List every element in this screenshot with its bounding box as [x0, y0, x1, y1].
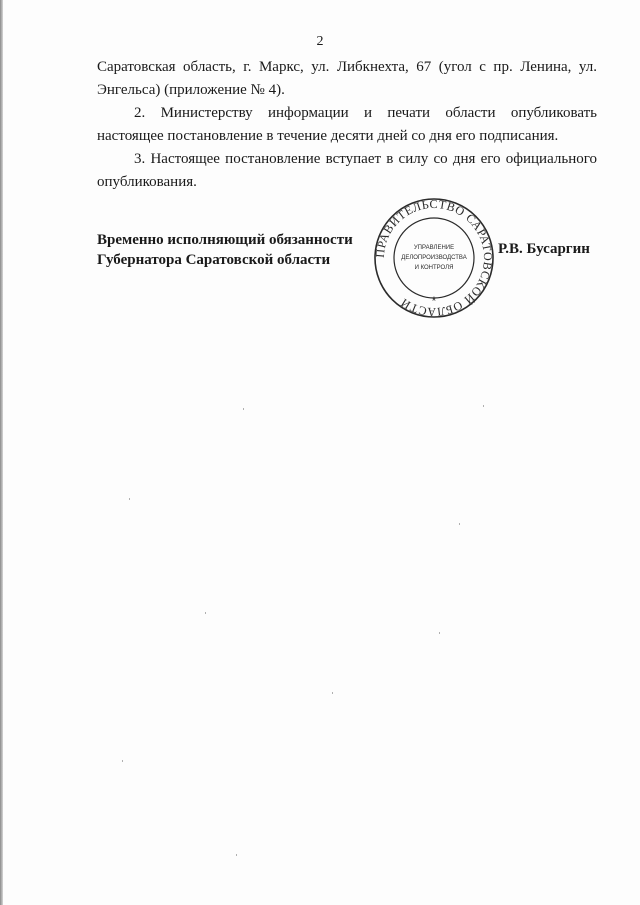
scan-speck	[129, 498, 130, 500]
document-body	[97, 56, 597, 194]
paragraph-address: Саратовская область, г. Маркс, ул. Либкнехта, 67 (угол с пр. Ленина, ул. Энгельса) (приложение № 4).	[97, 59, 597, 98]
scan-edge-shadow	[0, 0, 3, 905]
scan-speck	[236, 854, 237, 856]
scan-speck	[459, 523, 460, 525]
seal-center-line-3: И КОНТРОЛЯ	[414, 265, 454, 271]
scan-speck	[122, 760, 123, 762]
seal-ring-text: ПРАВИТЕЛЬСТВО САРАТОВСКОЙ ОБЛАСТИ	[373, 197, 495, 319]
seal-center-line-1: УПРАВЛЕНИЕ	[413, 245, 455, 251]
scan-speck	[483, 405, 484, 407]
signatory-title-line-2: Губернатора Саратовской области	[97, 252, 331, 268]
seal-star-icon: *	[431, 294, 437, 308]
scan-speck	[439, 632, 440, 634]
signatory-name: Р.В. Бусаргин	[498, 241, 590, 257]
scan-speck	[205, 612, 206, 614]
signatory-title	[97, 230, 353, 270]
seal-center-line-2: ДЕЛОПРОИЗВОДСТВА	[401, 255, 467, 261]
paragraph-item-2: 2. Министерству информации и печати области опубликовать настоящее постановление в течение десяти дней со дня его подписания.	[97, 105, 597, 144]
paragraph-item-3: 3. Настоящее постановление вступает в силу со дня его официального опубликования.	[97, 151, 597, 190]
scan-speck	[332, 692, 333, 694]
official-seal-stamp	[373, 197, 495, 319]
scan-speck	[243, 408, 244, 410]
page-number: 2	[316, 34, 324, 49]
signatory-title-line-1: Временно исполняющий обязанности	[97, 232, 353, 248]
